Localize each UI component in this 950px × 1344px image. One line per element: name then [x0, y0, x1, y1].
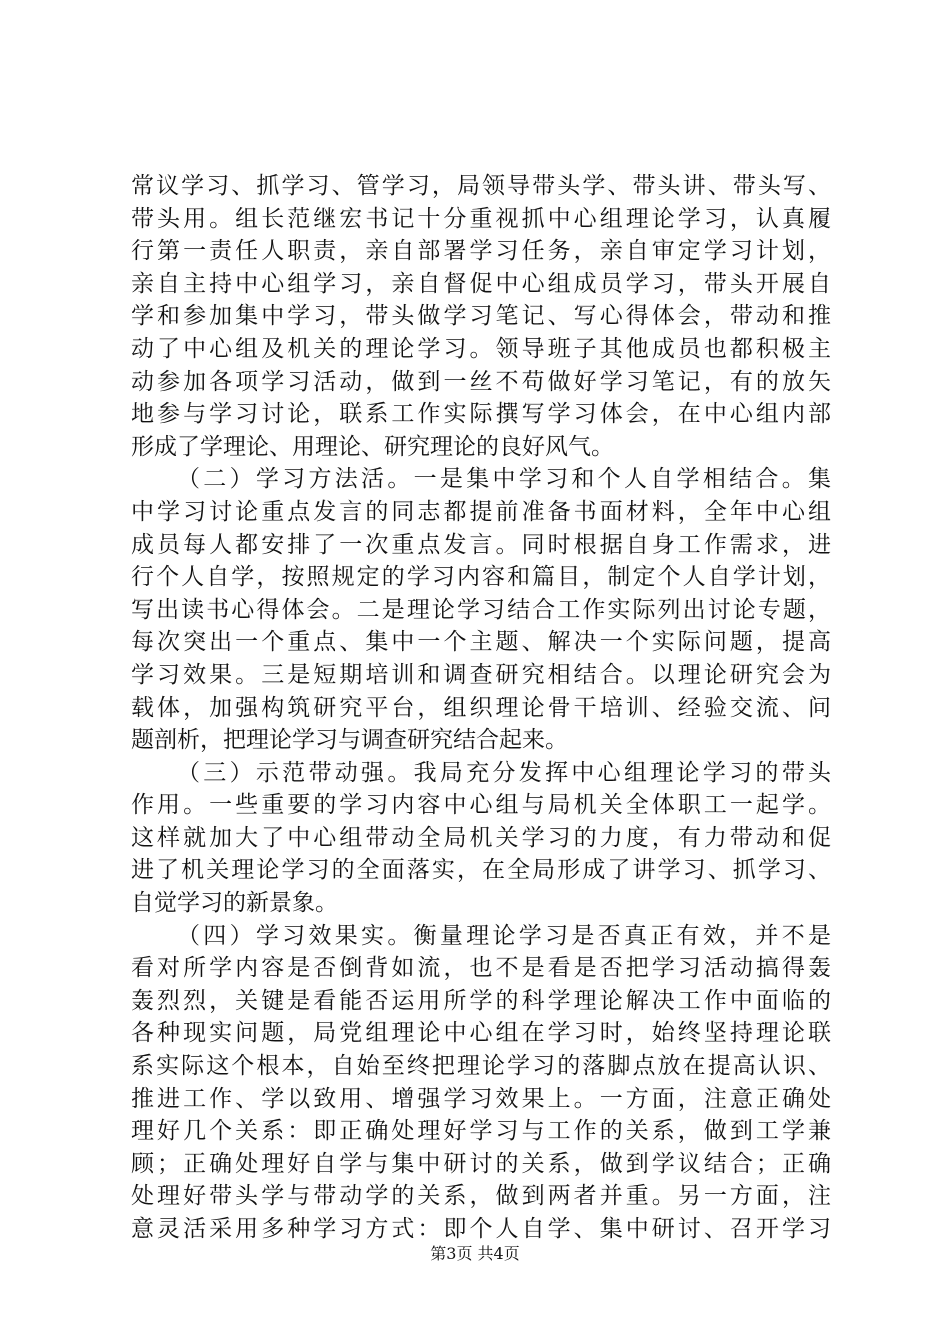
text-line: 理好几个关系：即正确处理好学习与工作的关系，做到工学兼 [131, 1118, 831, 1145]
text-line: 亲自主持中心组学习，亲自督促中心组成员学习，带头开展自 [131, 270, 831, 297]
text-line: 这样就加大了中心组带动全局机关学习的力度，有力带动和促 [131, 824, 831, 851]
text-line: 意灵活采用多种学习方式：即个人自学、集中研讨、召开学习 [131, 1216, 831, 1242]
text-line: 形成了学理论、用理论、研究理论的良好风气。 [131, 433, 614, 460]
text-line: 进了机关理论学习的全面落实，在全局形成了讲学习、抓学习、 [131, 857, 831, 884]
text-line: 作用。一些重要的学习内容中心组与局机关全体职工一起学。 [131, 792, 831, 819]
text-line: 系实际这个根本，自始至终把理论学习的落脚点放在提高认识、 [131, 1053, 831, 1080]
text-line: 处理好带头学与带动学的关系，做到两者并重。另一方面，注 [131, 1183, 831, 1210]
text-line: 中学习讨论重点发言的同志都提前准备书面材料，全年中心组 [131, 498, 831, 525]
text-line: 常议学习、抓学习、管学习，局领导带头学、带头讲、带头写、 [131, 173, 831, 199]
text-line: （三）示范带动强。我局充分发挥中心组理论学习的带头 [177, 759, 831, 786]
body-text [131, 170, 831, 1246]
text-line: 地参与学习讨论，联系工作实际撰写学习体会，在中心组内部 [131, 401, 831, 428]
text-line: 动参加各项学习活动，做到一丝不苟做好学习笔记，有的放矢 [131, 368, 831, 395]
text-line: 载体，加强构筑研究平台，组织理论骨干培训、经验交流、问 [131, 694, 831, 721]
text-line: 成员每人都安排了一次重点发言。同时根据自身工作需求，进 [131, 531, 831, 558]
text-line: （四）学习效果实。衡量理论学习是否真正有效，并不是 [177, 922, 831, 949]
text-line: 学习效果。三是短期培训和调查研究相结合。以理论研究会为 [131, 661, 831, 688]
text-line: 每次突出一个重点、集中一个主题、解决一个实际问题，提高 [131, 629, 831, 656]
text-line: 动了中心组及机关的理论学习。领导班子其他成员也都积极主 [131, 335, 831, 362]
text-line: 写出读书心得体会。二是理论学习结合工作实际列出讨论专题， [131, 596, 831, 623]
text-line: 各种现实问题，局党组理论中心组在学习时，始终坚持理论联 [131, 1020, 831, 1047]
text-line: （二）学习方法活。一是集中学习和个人自学相结合。集 [177, 466, 831, 493]
text-line: 学和参加集中学习，带头做学习笔记、写心得体会，带动和推 [131, 303, 831, 330]
text-line: 自觉学习的新景象。 [131, 890, 338, 917]
page-footer: 第3页 共4页 [430, 1244, 520, 1263]
text-line: 带头用。组长范继宏书记十分重视抓中心组理论学习，认真履 [131, 205, 831, 232]
text-line: 题剖析，把理论学习与调查研究结合起来。 [131, 727, 568, 754]
text-line: 推进工作、学以致用、增强学习效果上。一方面，注意正确处 [131, 1085, 831, 1112]
text-line: 看对所学内容是否倒背如流，也不是看是否把学习活动搞得轰 [131, 955, 831, 982]
text-line: 行个人自学，按照规定的学习内容和篇目，制定个人自学计划， [131, 564, 831, 591]
text-line: 顾；正确处理好自学与集中研讨的关系，做到学议结合；正确 [131, 1150, 831, 1177]
text-line: 轰烈烈，关键是看能否运用所学的科学理论解决工作中面临的 [131, 987, 831, 1014]
text-line: 行第一责任人职责，亲自部署学习任务，亲自审定学习计划， [131, 238, 831, 265]
